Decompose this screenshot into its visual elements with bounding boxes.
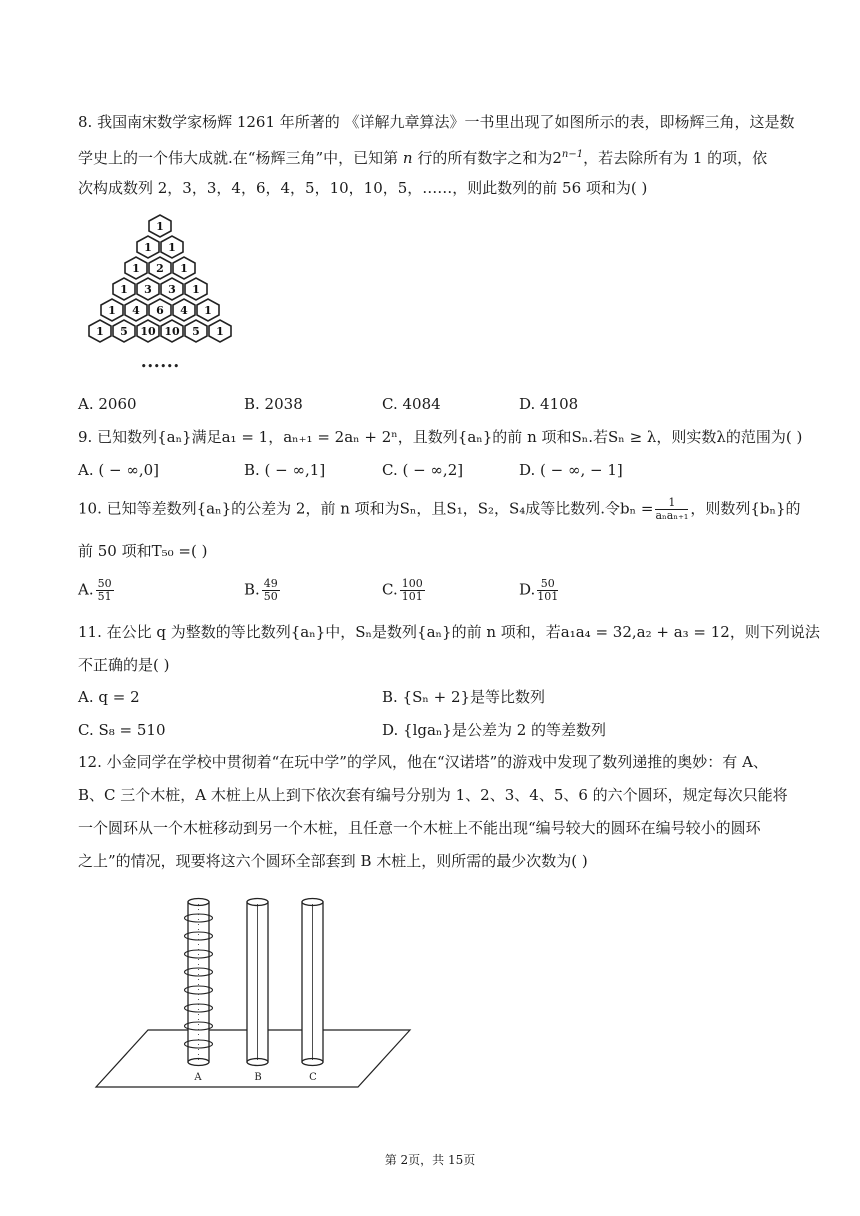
triangle-cell-value: 1 [192, 283, 200, 296]
q10-line1 [78, 497, 801, 522]
q11-option-c: C. S₈ = 510 [78, 721, 166, 739]
triangle-cell-value: 5 [192, 325, 200, 338]
peg-c [302, 899, 323, 1066]
q9-option-a: A. ( − ∞,0] [78, 461, 159, 479]
q10-option-c-label: C. [382, 580, 398, 599]
q12-line4: 之上”的情况，现要将这六个圆环全部套到 B 木桩上，则所需的最少次数为( ) [78, 852, 588, 870]
triangle-cell-value: 1 [144, 241, 152, 254]
triangle-cell-value: 10 [164, 325, 180, 338]
triangle-cell-value: 1 [204, 304, 212, 317]
q11-line2: 不正确的是( ) [78, 656, 170, 674]
triangle-cell-value: 1 [96, 325, 104, 338]
q12-line2: B、C 三个木桩，A 木桩上从上到下依次套有编号分别为 1、2、3、4、5、6 的六个圆环，规定每次只能将 [78, 786, 788, 804]
q10-option-d-label: D. [519, 580, 536, 599]
q8-option-d: D. 4108 [519, 395, 579, 413]
peg-c-label: C [309, 1072, 317, 1083]
triangle-cell-value: 10 [140, 325, 156, 338]
q10-option-b-num: 49 [263, 577, 278, 590]
q10-line1-text: 10. 已知等差数列{aₙ}的公差为 2，前 n 项和为Sₙ，且S₁，S₂，S₄成等比数列.令bₙ = [78, 499, 654, 518]
q8-line2-part-c: ，若去除所有为 1 的项，依 [583, 149, 768, 167]
q10-option-a-num: 50 [97, 577, 112, 590]
page-footer: 第 2页，共 15页 [384, 1153, 476, 1167]
q10-option-d-num: 50 [537, 578, 558, 591]
q8-line1: 8. 我国南宋数学家杨辉 1261 年所著的 《详解九章算法》一书里出现了如图所示的表，即杨辉三角，这是数 [78, 113, 795, 131]
q10-option-c-den: 101 [401, 590, 423, 603]
q8-option-c: C. 4084 [382, 395, 441, 413]
triangle-cell-value: 1 [180, 262, 188, 275]
triangle-cell-value: 6 [156, 304, 164, 317]
q10-option-b [244, 578, 282, 603]
q12-line3: 一个圆环从一个木桩移动到另一个木桩，且任意一个木桩上不能出现“编号较大的圆环在编号较小的圆环 [78, 819, 761, 837]
q8-line2 [78, 145, 767, 168]
triangle-cell-value: 1 [120, 283, 128, 296]
triangle-cell-value: 4 [180, 304, 188, 317]
q11-option-b: B. {Sₙ + 2}是等比数列 [382, 688, 546, 706]
q10-option-d-den: 101 [537, 590, 559, 603]
triangle-cell-value: 1 [168, 241, 176, 254]
q10-frac-numerator: 1 [655, 497, 688, 510]
q11-option-d: D. {lgaₙ}是公差为 2 的等差数列 [382, 721, 607, 739]
yang-hui-triangle-figure [78, 212, 248, 374]
q9-stem: 9. 已知数列{aₙ}满足a₁ = 1，aₙ₊₁ = 2aₙ + 2ⁿ，且数列{aₙ}的前 n 项和Sₙ.若Sₙ ≥ λ，则实数λ的范围为( ) [78, 428, 803, 446]
peg-b [247, 899, 268, 1066]
q10-option-b-label: B. [244, 580, 260, 599]
hanoi-tower-figure [90, 890, 420, 1095]
triangle-cell-value: 1 [156, 220, 164, 233]
q9-option-b: B. ( − ∞,1] [244, 461, 326, 479]
triangle-cell-value: 3 [168, 283, 176, 296]
q9-option-d: D. ( − ∞, − 1] [519, 461, 623, 479]
q8-line2-part-a: 学史上的一个伟大成就.在“杨辉三角”中，已知第 [78, 149, 403, 167]
triangle-cell-value: 2 [156, 262, 164, 275]
q10-line2: 前 50 项和T₅₀ =( ) [78, 542, 208, 560]
q8-option-a: A. 2060 [78, 395, 137, 413]
q8-power-exp: n−1 [561, 149, 584, 160]
q10-option-a-den: 51 [97, 590, 112, 603]
q9-option-c: C. ( − ∞,2] [382, 461, 464, 479]
q10-option-b-den: 50 [263, 590, 278, 603]
q10-option-a-label: A. [78, 580, 94, 599]
triangle-dots: •••••• [140, 360, 180, 373]
q8-var-n: n [402, 149, 413, 167]
peg-b-label: B [254, 1072, 262, 1083]
q8-option-b: B. 2038 [244, 395, 303, 413]
triangle-cell-value: 5 [120, 325, 128, 338]
q10-option-c [382, 578, 427, 603]
triangle-cell-value: 1 [132, 262, 140, 275]
q8-line2-part-b: 行的所有数字之和为 [412, 149, 553, 167]
q10-frac-denominator: aₙaₙ₊₁ [655, 509, 689, 522]
peg-a-label: A [194, 1072, 202, 1083]
q8-line3: 次构成数列 2，3，3，4，6，4，5，10，10，5，……，则此数列的前 56 项和为( ) [78, 179, 648, 197]
q10-line1-tail: ，则数列{bₙ}的 [690, 499, 801, 518]
q8-power-base: 2 [552, 149, 562, 167]
q11-line1: 11. 在公比 q 为整数的等比数列{aₙ}中，Sₙ是数列{aₙ}的前 n 项和，若a₁a₄ = 32,a₂ + a₃ = 12，则下列说法 [78, 623, 820, 641]
q10-fraction-bn [655, 497, 688, 522]
q10-option-c-num: 100 [401, 577, 423, 590]
q11-option-a: A. q = 2 [78, 688, 140, 706]
triangle-cell-value: 3 [144, 283, 152, 296]
q12-line1: 12. 小金同学在学校中贯彻着“在玩中学”的学风，他在“汉诺塔”的游戏中发现了数列递推的奥妙：有 A、 [78, 753, 768, 771]
triangle-cell-value: 4 [132, 304, 140, 317]
q10-option-d [519, 578, 560, 603]
triangle-cell-value: 1 [108, 304, 116, 317]
q10-option-a [78, 578, 116, 603]
triangle-cell-value: 1 [216, 325, 224, 338]
